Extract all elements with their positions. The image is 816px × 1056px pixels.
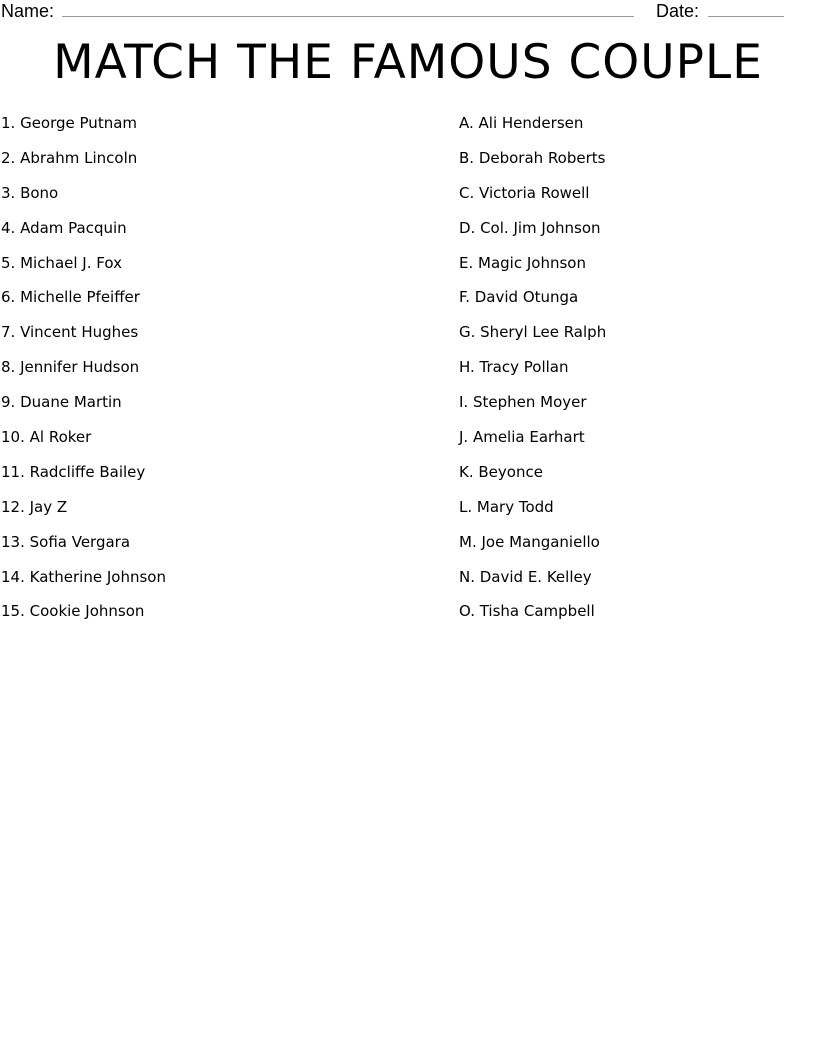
list-item: 10. Al Roker bbox=[1, 428, 92, 447]
right-column-list bbox=[459, 111, 606, 634]
list-item: L. Mary Todd bbox=[459, 497, 554, 516]
name-label: Name: bbox=[1, 1, 55, 21]
list-item: 4. Adam Pacquin bbox=[1, 218, 127, 237]
list-item: K. Beyonce bbox=[459, 462, 543, 481]
list-item: D. Col. Jim Johnson bbox=[459, 218, 601, 237]
list-item: 15. Cookie Johnson bbox=[1, 602, 145, 621]
list-item: M. Joe Manganiello bbox=[459, 532, 600, 551]
list-item: E. Magic Johnson bbox=[459, 253, 586, 272]
list-item: 9. Duane Martin bbox=[1, 393, 122, 412]
list-item: G. Sheryl Lee Ralph bbox=[459, 323, 607, 342]
list-item: 5. Michael J. Fox bbox=[1, 253, 122, 272]
worksheet-header bbox=[0, 0, 816, 24]
list-item: F. David Otunga bbox=[459, 288, 579, 307]
date-blank-line[interactable] bbox=[708, 16, 784, 17]
list-item: 3. Bono bbox=[1, 183, 59, 202]
list-item: J. Amelia Earhart bbox=[459, 428, 585, 447]
date-label: Date: bbox=[656, 1, 700, 21]
left-column-list bbox=[1, 111, 166, 634]
list-item: A. Ali Hendersen bbox=[459, 114, 584, 132]
list-item: 11. Radcliffe Bailey bbox=[1, 462, 146, 481]
list-item: I. Stephen Moyer bbox=[459, 393, 587, 412]
list-item: 14. Katherine Johnson bbox=[1, 567, 166, 586]
page-title: MATCH THE FAMOUS COUPLE bbox=[53, 35, 763, 90]
list-item: B. Deborah Roberts bbox=[459, 148, 606, 167]
list-item: 13. Sofia Vergara bbox=[1, 532, 131, 551]
list-item: N. David E. Kelley bbox=[459, 567, 592, 586]
list-item: H. Tracy Pollan bbox=[459, 358, 569, 377]
list-item: 8. Jennifer Hudson bbox=[1, 358, 140, 377]
list-item: C. Victoria Rowell bbox=[459, 183, 590, 202]
list-item: 7. Vincent Hughes bbox=[1, 323, 139, 342]
list-item: 6. Michelle Pfeiffer bbox=[1, 288, 140, 307]
list-item: 12. Jay Z bbox=[1, 497, 68, 516]
name-blank-line[interactable] bbox=[62, 16, 634, 17]
list-item: O. Tisha Campbell bbox=[459, 602, 595, 621]
list-item: 1. George Putnam bbox=[1, 114, 138, 132]
list-item: 2. Abrahm Lincoln bbox=[1, 148, 138, 167]
